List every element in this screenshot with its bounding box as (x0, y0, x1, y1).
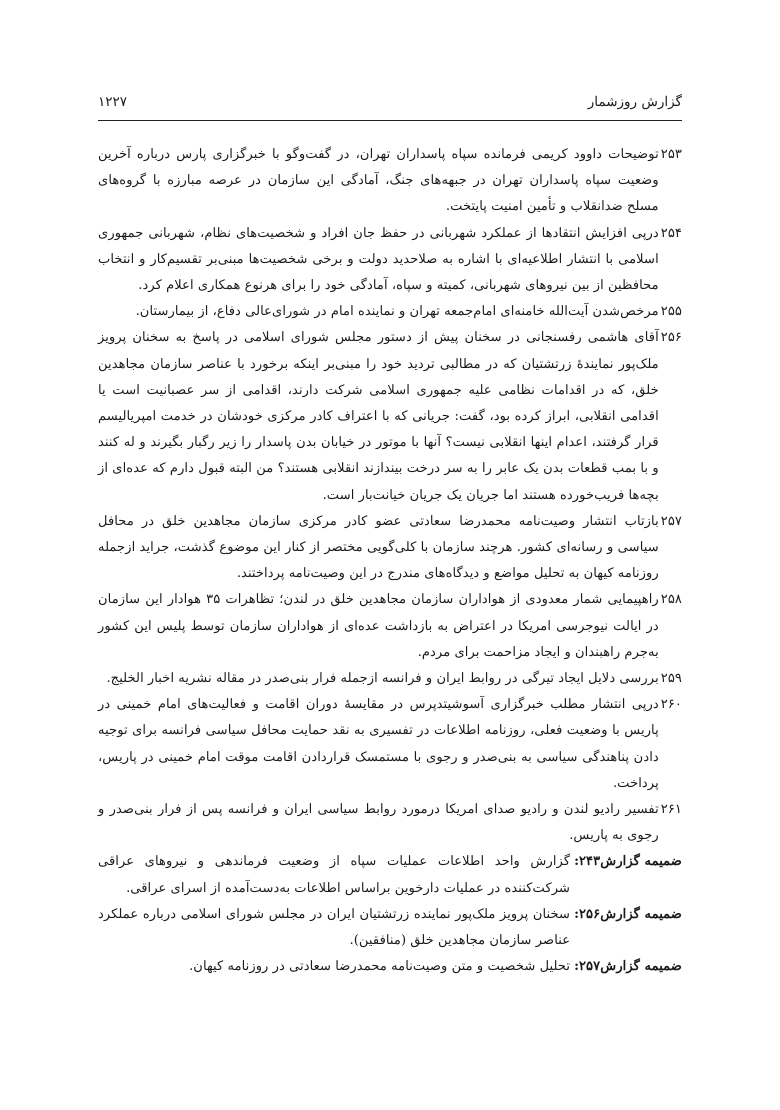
entry-number: ۲۵۹ (660, 671, 682, 687)
appendix-label: ضمیمه گزارش۲۵۷: (574, 959, 682, 975)
entry-text: مرخص‌شدن آیت‌الله خامنه‌ای امام‌جمعه تهران و نماینده امام در شورای‌عالی دفاع، از بیمارستان. (135, 304, 659, 320)
entry-254 (98, 221, 682, 300)
entry-number: ۲۵۴ (660, 225, 682, 241)
entry-261 (98, 797, 682, 849)
entry-text: بررسی دلایل ایجاد تیرگی در روابط ایران و فرانسه ازجمله فرار بنی‌صدر در مقاله نشریه اخبار الخلیج. (106, 671, 659, 687)
appendix-257 (98, 954, 682, 980)
entry-text: درپی انتشار مطلب خبرگزاری آسوشیتدپرس در مقایسهٔ دوران اقامت و فعالیت‌های امام خمینی در پاریس با وضعیت فعلی، روزنامه اطلاعات در تفسیری به نقد حمایت محافل سیاسی فرانسه برای توجیه دادن پناهندگی سیاسی به بنی‌صدر و رجوی با مستمسک قراردادن اقامت موقت امام خمینی در پاریس، پرداخت. (98, 697, 659, 791)
entry-text: بازتاب انتشار وصیت‌نامه محمدرضا سعادتی عضو کادر مرکزی سازمان مجاهدین خلق در محافل سیاسی و رسانه‌ای کشور. هرچند سازمان با کلی‌گویی مختصر از کنار این موضوع گذشت، جراید ازجمله روزنامه کیهان به تحلیل مواضع و دیدگاه‌های مندرج در این وصیت‌نامه پرداختند. (98, 513, 659, 582)
appendix-243 (98, 849, 682, 901)
header-divider (98, 120, 682, 121)
entry-number: ۲۶۱ (660, 802, 682, 818)
entry-258 (98, 587, 682, 666)
page-header (98, 88, 682, 110)
appendix-text: گزارش واحد اطلاعات عملیات سپاه از وضعیت فرماندهی و نیروهای عراقی شرکت‌کننده در عملیات دارخوین براساس اطلاعات به‌دست‌آمده از اسرای عراقی. (98, 854, 571, 896)
page-body (98, 142, 682, 981)
entry-260 (98, 692, 682, 797)
entry-number: ۲۶۰ (660, 697, 682, 713)
entry-text: آقای هاشمی رفسنجانی در سخنان پیش از دستور مجلس شورای اسلامی در پاسخ به سخنان پرویز ملک‌پور نمایندهٔ زرتشتیان که در مطالبی تردید خود را مبنی‌بر اینکه برخورد با عناصر سازمان مجاهدین خلق، که در اقدامات نظامی علیه جمهوری اسلامی شرکت دارند، اقدامی از سر عصبانیت است یا اقدامی انقلابی، ابراز کرده بود، گفت: جریانی که با اعتراف کادر مرکزی خودشان در خدمت امپریالیسم قرار گرفتند، اعدام اینها انقلابی نیست؟ آنها با موتور در خیابان بدن پاسدار را زیر رگبار بگیرند و له کنند و با بمب قطعات بدن یک عابر را به سر درخت بیندازند انقلابی هستند؟ من البته قبول دارم که عده‌ای از بچه‌ها فریب‌خورده هستند اما جریان یک جریان خیانت‌بار است. (98, 330, 659, 503)
appendix-256 (98, 902, 682, 954)
entry-number: ۲۵۳ (660, 147, 682, 162)
appendix-label: ضمیمه گزارش۲۵۶: (574, 906, 682, 922)
page-number: ۱۲۲۷ (98, 94, 128, 110)
entry-253 (98, 142, 682, 221)
appendix-text: تحلیل شخصیت و متن وصیت‌نامه محمدرضا سعادتی در روزنامه کیهان. (189, 959, 571, 975)
entry-number: ۲۵۸ (660, 592, 682, 608)
entry-number: ۲۵۷ (660, 513, 682, 529)
entry-number: ۲۵۶ (660, 330, 682, 346)
appendix-label: ضمیمه گزارش۲۴۳: (574, 854, 682, 870)
entry-text: تفسیر رادیو لندن و رادیو صدای امریکا درمورد روابط سیاسی ایران و فرانسه پس از فرار بنی‌صدر و رجوی به پاریس. (98, 802, 659, 844)
entry-text: راهپیمایی شمار معدودی از هواداران سازمان مجاهدین خلق در لندن؛ تظاهرات ۳۵ هوادار این سازمان در ایالت نیوجرسی امریکا در اعتراض به بازداشت عده‌ای از هواداران سازمان توسط پلیس این کشور به‌جرم راهبندان و ایجاد مزاحمت برای مردم. (98, 592, 659, 660)
entry-255 (98, 299, 682, 325)
entry-text: درپی افزایش انتقادها از عملکرد شهربانی در حفظ جان افراد و شخصیت‌های نظام، شهربانی جمهوری اسلامی با انتشار اطلاعیه‌ای با اشاره به صلاحدید دولت و برخی شخصیت‌ها مبنی‌بر تقسیم‌کار و انتخاب محافظین از بین نیروهای شهربانی، کمیته و سپاه، آمادگی خود را برای هرنوع همکاری اعلام کرد. (98, 225, 659, 294)
entry-256 (98, 325, 682, 508)
running-title: گزارش روزشمار (587, 94, 682, 110)
entry-number: ۲۵۵ (660, 304, 682, 320)
entry-text: توضیحات داوود کریمی فرمانده سپاه پاسداران تهران، در گفت‌وگو با خبرگزاری پارس درباره آخرین وضعیت سپاه پاسداران تهران در جبهه‌های جنگ، آمادگی این سازمان در عرصه مبارزه با گروه‌های مسلح ضدانقلاب و تأمین امنیت پایتخت. (98, 147, 659, 215)
appendix-text: سخنان پرویز ملک‌پور نماینده زرتشتیان ایران در مجلس شورای اسلامی درباره عملکرد عناصر سازمان مجاهدین خلق (منافقین). (98, 906, 571, 949)
entry-259 (98, 666, 682, 692)
entry-257 (98, 509, 682, 588)
